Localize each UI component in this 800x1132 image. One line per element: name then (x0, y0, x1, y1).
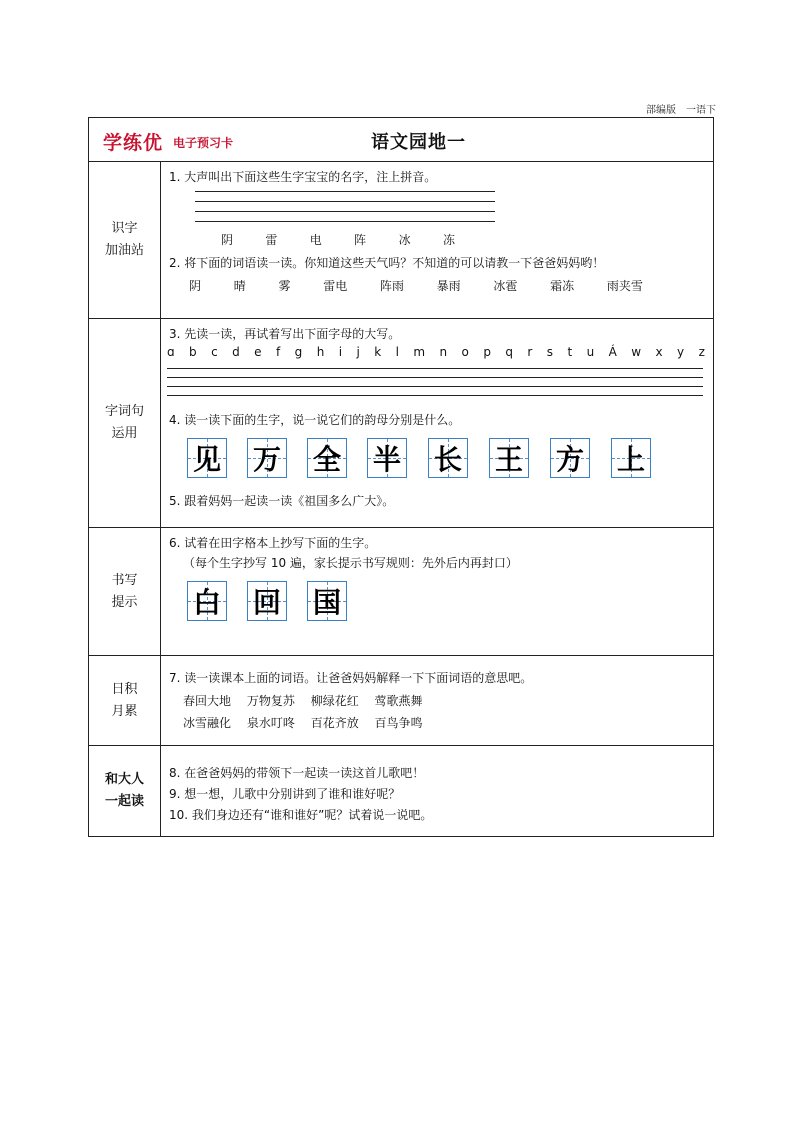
idiom: 万物复苏 (246, 694, 295, 708)
word: 雷电 (323, 279, 348, 293)
tian-grid-box (489, 438, 529, 478)
preview-card (88, 117, 714, 837)
brand-subtitle: 电子预习卡 (173, 136, 234, 150)
section-content (161, 746, 713, 836)
question-3: 3. 先读一读，再试着写出下面字母的大写。 (169, 327, 401, 341)
letter: u (586, 345, 595, 359)
label-line: 日积 (111, 681, 138, 697)
page-title: 语文园地一 (371, 132, 466, 153)
word: 霜冻 (550, 279, 575, 293)
question-2: 2. 将下面的词语读一读。你知道这些天气吗？不知道的可以请教一下爸爸妈妈哟！ (169, 256, 605, 270)
idiom: 柳绿花红 (310, 694, 359, 708)
grid-character: 长 (433, 443, 462, 476)
section-content (161, 319, 713, 527)
section-together (89, 746, 713, 836)
alphabet-row (167, 345, 705, 359)
question-8: 8. 在爸爸妈妈的带领下一起读一读这首儿歌吧！ (169, 766, 425, 780)
edition-label: 部编版 一语下 (646, 105, 716, 116)
letter: q (505, 345, 513, 359)
word: 阵雨 (379, 279, 404, 293)
word: 晴 (233, 279, 246, 293)
question-7: 7. 读一读课本上面的词语。让爸爸妈妈解释一下下面词语的意思吧。 (169, 671, 533, 685)
idiom: 百花齐放 (310, 716, 359, 730)
letter: s (546, 345, 554, 359)
weather-words-row (189, 277, 643, 294)
character: 阴 (221, 233, 234, 247)
idiom: 冰雪融化 (183, 716, 232, 730)
writing-line[interactable] (167, 377, 703, 378)
character: 冻 (442, 233, 455, 247)
character: 冰 (398, 233, 411, 247)
word: 阴 (189, 279, 202, 293)
letter: b (189, 345, 197, 359)
section-label (89, 746, 161, 836)
character: 电 (309, 233, 322, 247)
label-line: 提示 (111, 594, 138, 610)
label-line: 运用 (111, 426, 138, 441)
letter: m (413, 345, 426, 359)
word: 雾 (278, 279, 291, 293)
letter: n (439, 345, 448, 359)
letter: z (698, 345, 705, 359)
letter: ɑ (167, 345, 175, 359)
question-10: 10. 我们身边还有“谁和谁好”呢？试着说一说吧。 (169, 808, 433, 822)
new-characters-row (221, 231, 455, 248)
section-content (161, 161, 713, 318)
pinyin-line[interactable] (195, 191, 495, 192)
tian-grid-box (550, 438, 590, 478)
label-line: 字词句 (104, 404, 144, 419)
question-6: 6. 试着在田字格本上抄写下面的生字。 (169, 536, 377, 550)
idioms-row (183, 714, 435, 731)
letter: x (655, 345, 663, 359)
letter: g (294, 345, 303, 359)
label-line: 和大人 (104, 772, 144, 787)
letter: h (316, 345, 325, 359)
letter: d (232, 345, 240, 359)
tian-grid-box (187, 438, 227, 478)
letter: k (374, 345, 382, 359)
tian-grid-box (367, 438, 407, 478)
section-label (89, 656, 161, 745)
pinyin-line[interactable] (195, 221, 495, 222)
writing-line[interactable] (167, 386, 703, 387)
idiom: 莺歌燕舞 (374, 694, 423, 708)
pinyin-line[interactable] (195, 211, 495, 212)
letter: Á (608, 345, 617, 359)
section-accumulate (89, 656, 713, 746)
section-usage (89, 319, 713, 528)
letter: j (356, 345, 360, 359)
tian-grid-box (187, 581, 227, 621)
label-line: 加油站 (104, 242, 144, 258)
tian-grid-box (307, 581, 347, 621)
section-content (161, 656, 713, 745)
label-line: 识字 (111, 220, 138, 236)
idiom: 春回大地 (183, 694, 232, 708)
grid-character: 万 (252, 443, 281, 476)
section-writing (89, 528, 713, 656)
tian-grid-box (247, 581, 287, 621)
letter: c (211, 345, 218, 359)
card-header (89, 118, 713, 162)
question-5: 5. 跟着妈妈一起读一读《祖国多么广大》。 (169, 494, 395, 508)
brand-logo-text: 学练优 (103, 132, 164, 154)
letter: e (254, 345, 262, 359)
idiom: 百鸟争鸣 (374, 716, 423, 730)
letter: t (567, 345, 573, 359)
section-recognize (89, 161, 713, 319)
word: 雨夹雪 (606, 279, 643, 293)
question-1: 1. 大声叫出下面这些生字宝宝的名字，注上拼音。 (169, 170, 437, 184)
section-label (89, 319, 161, 527)
letter: w (631, 345, 642, 359)
pinyin-line[interactable] (195, 201, 495, 202)
grid-character: 白 (192, 586, 221, 619)
idiom: 泉水叮咚 (246, 716, 295, 730)
letter: r (527, 345, 533, 359)
letter: o (461, 345, 469, 359)
word: 冰雹 (493, 279, 518, 293)
idioms-row (183, 692, 435, 709)
grid-character: 国 (312, 586, 341, 619)
grid-character: 上 (616, 443, 645, 476)
tian-grid-box (611, 438, 651, 478)
tian-grid-box (247, 438, 287, 478)
letter: y (677, 345, 685, 359)
tian-grid-box (307, 438, 347, 478)
label-line: 书写 (111, 572, 138, 588)
label-line: 月累 (111, 703, 138, 719)
question-9: 9. 想一想，儿歌中分别讲到了谁和谁好呢？ (169, 787, 401, 801)
character: 阵 (354, 233, 367, 247)
writing-line[interactable] (167, 368, 703, 369)
grid-character: 王 (494, 443, 523, 476)
tian-grid-box (428, 438, 468, 478)
letter: p (483, 345, 491, 359)
character: 雷 (265, 233, 278, 247)
letter: i (338, 345, 343, 359)
grid-character: 全 (312, 443, 341, 476)
grid-character: 方 (555, 443, 584, 476)
letter: f (275, 345, 281, 359)
writing-line[interactable] (167, 395, 703, 396)
question-4: 4. 读一读下面的生字，说一说它们的韵母分别是什么。 (169, 413, 461, 427)
question-6-note: （每个生字抄写 10 遍，家长提示书写规则：先外后内再封口） (183, 556, 518, 570)
label-line: 一起读 (104, 794, 144, 809)
word: 暴雨 (436, 279, 461, 293)
section-content (161, 528, 713, 655)
section-label (89, 528, 161, 655)
grid-character: 半 (372, 443, 401, 476)
grid-character: 回 (252, 586, 281, 619)
section-label (89, 161, 161, 318)
grid-character: 见 (192, 443, 221, 476)
letter: l (395, 345, 399, 359)
